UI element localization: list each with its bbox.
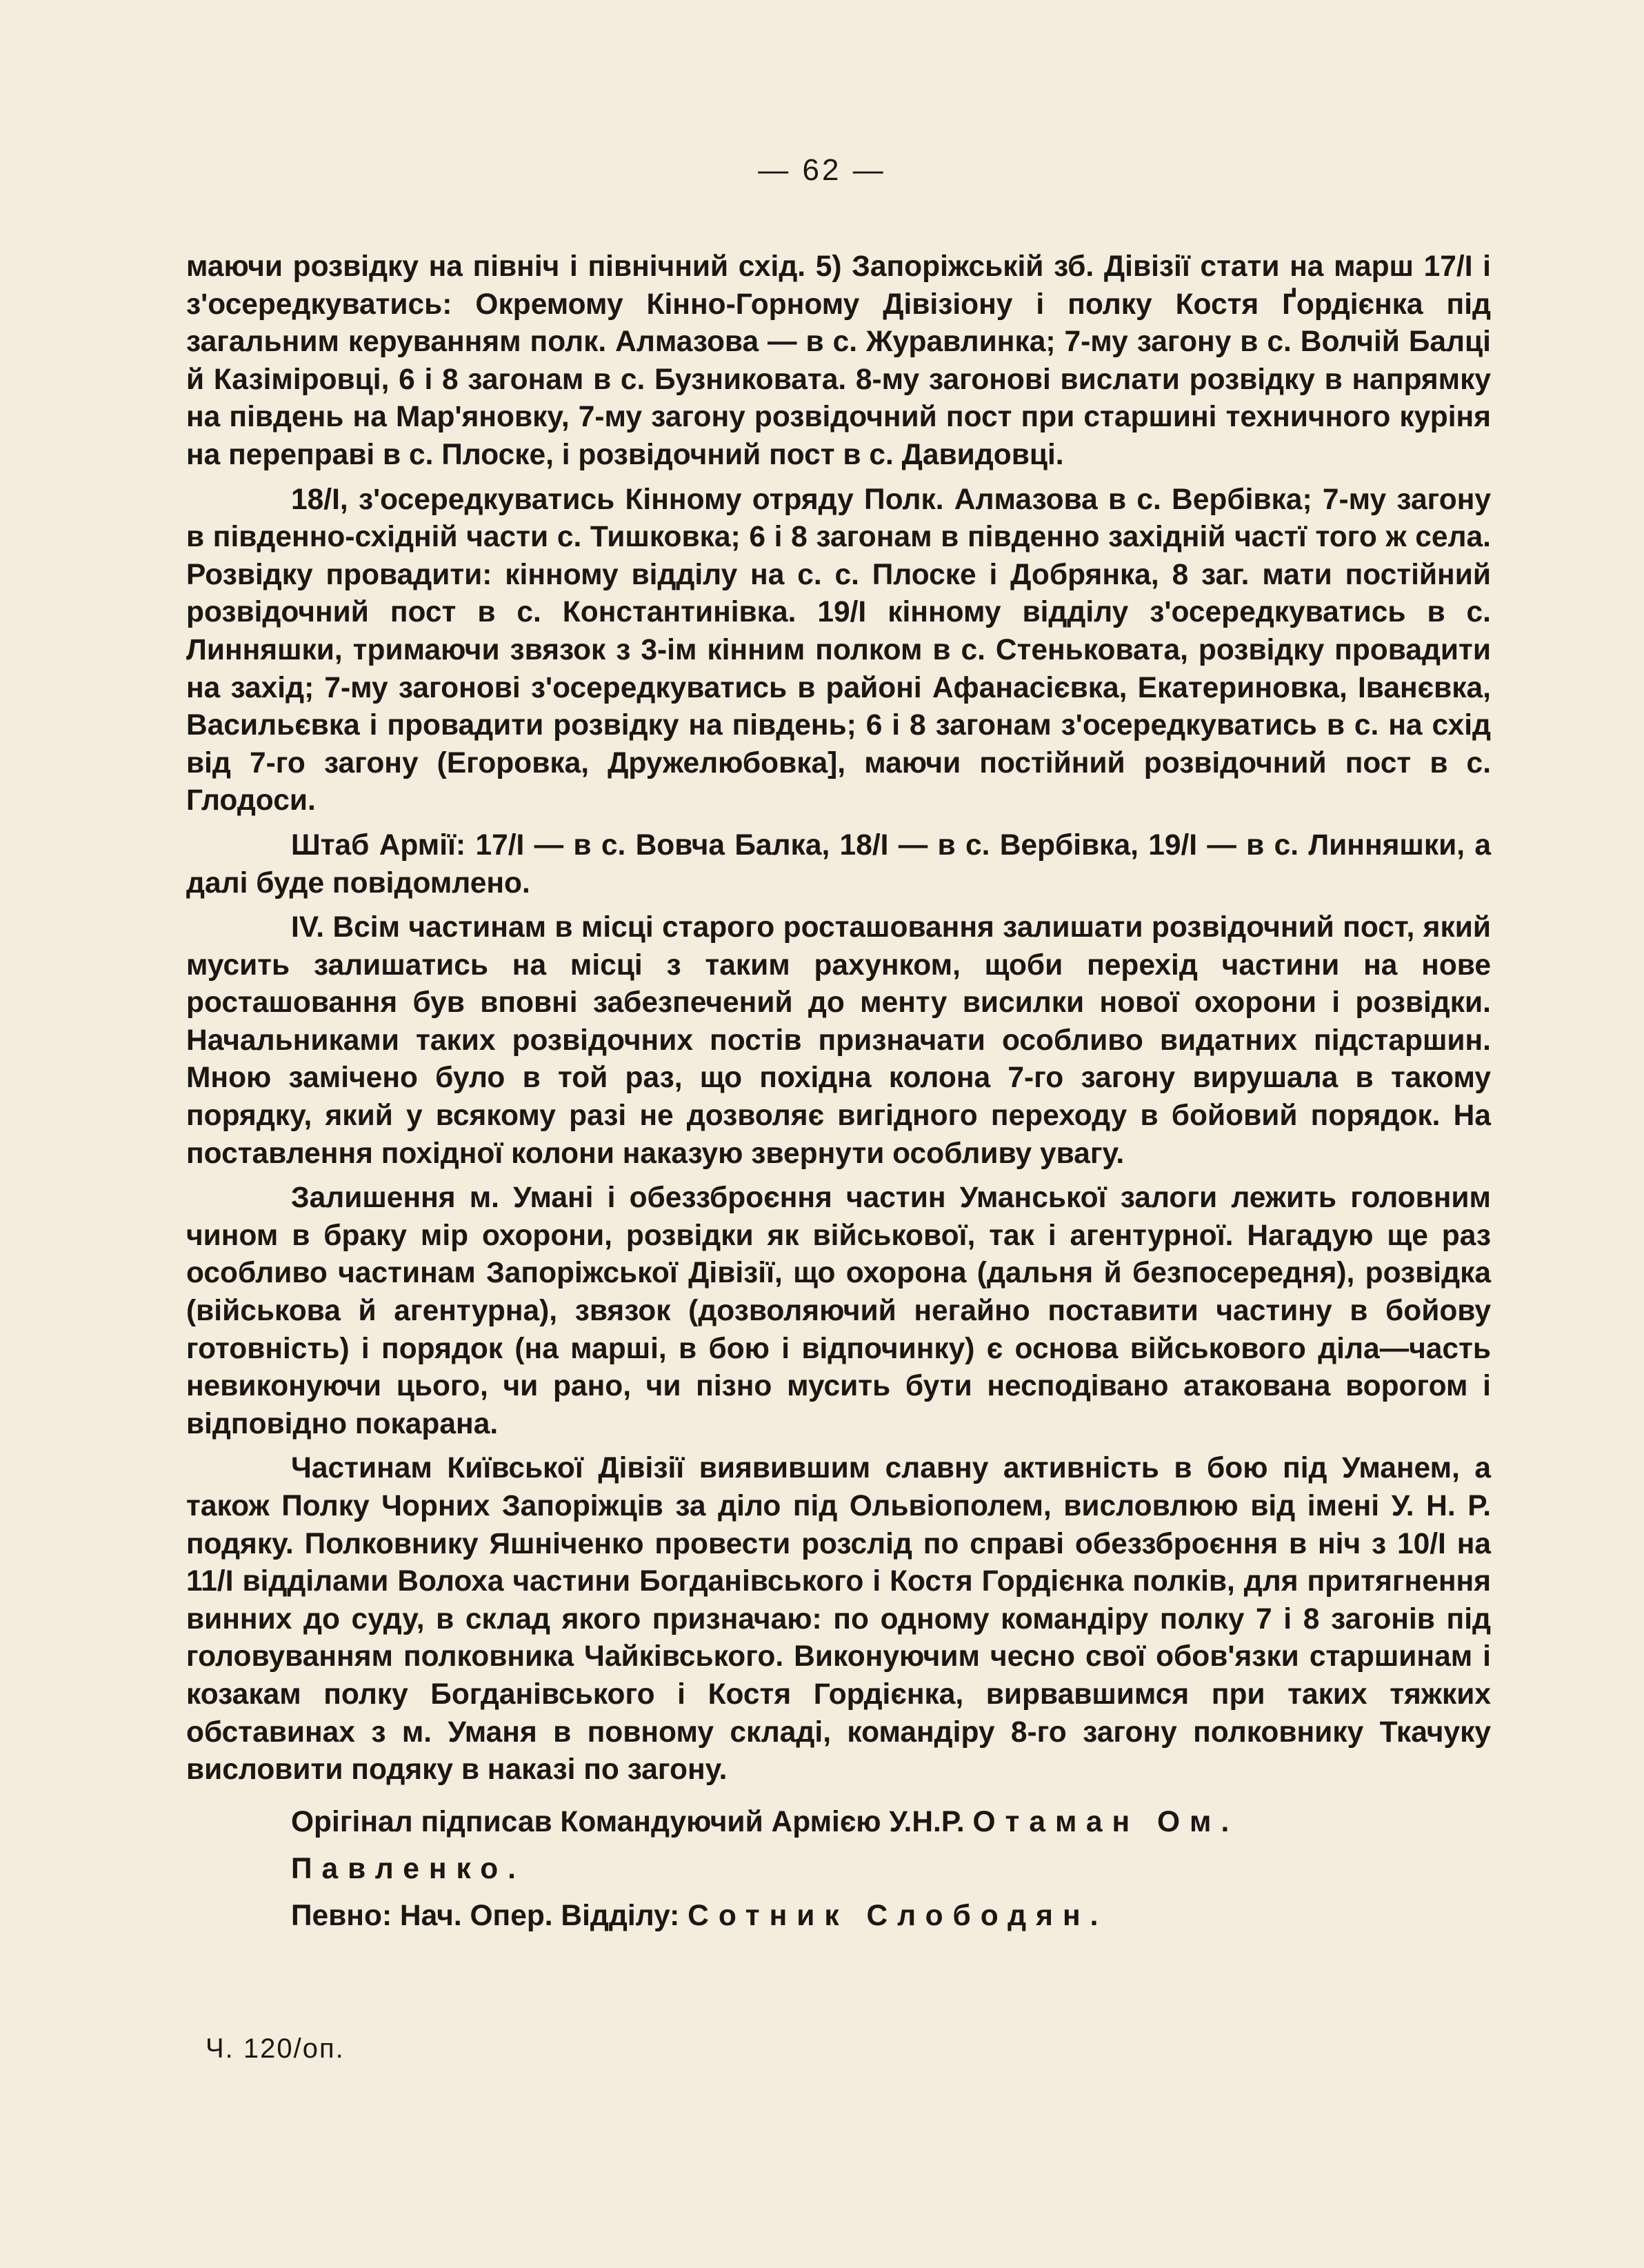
certified-copy-name: Сотник Слободян. xyxy=(688,1899,1108,1932)
paragraph-army-headquarters: Штаб Армії: 17/I — в с. Вовча Балка, 18/I — в с. Вербівка, 19/I — в с. Линняшки, а далі буде повідомлено. xyxy=(186,828,1491,899)
certified-copy-prefix: Певно: Нач. Опер. Відділу: xyxy=(291,1899,680,1932)
original-signed-prefix: Орігінал підписав Командуючий Армією У.Н.Р. xyxy=(291,1805,965,1838)
paragraph-uman-loss: Залишення м. Умані і обеззброєння частин Уманської залоги лежить головним чином в браку мір охорони, розвідки як військової, так і агентурної. Нагадую ще раз особливо частинам Запоріжської Дівізії, що охорона (дальня й безпосередня), розвідка (військова й агентурна), звязок (дозволяючий негайно поставити частину в бойову готовність) і порядок (на марші, в бою і відпочинку) є основа військового діла—часть невиконуючи цього, чи рано, чи пізно мусить бути несподівано атакована ворогом і відповідно покарана. xyxy=(186,1182,1491,1440)
paragraph-deployment-18-19: 18/I, з'осередкуватись Кінному отряду Полк. Алмазова в с. Вербівка; 7-му загону в південно-східній части с. Тишковка; 6 і 8 загонам в південно західній частї того ж села. Розвідку провадити: кінному відділу на с. с. Плоске і Добрянка, 8 заг. мати постійний розвідочний пост в с. Константинівка. 19/I кінному відділу з'осередкуватись в с. Линняшки, тримаючи звязок з 3-ім кінним полком в с. Стеньковата, розвідку провадити на захід; 7-му загонові з'осередкуватись в районі Афанасієвка, Екатериновка, Іванєвка, Васильєвка і провадити розвідку на південь; 6 і 8 загонам з'осередкуватись в с. на схід від 7-го загону (Егоровка, Дружелюбовка], маючи постійний розвідочний пост в с. Глодоси. xyxy=(186,483,1491,817)
signature-block xyxy=(186,1799,1491,1940)
document-reference-number: Ч. 120/оп. xyxy=(206,2033,345,2064)
certified-copy-line xyxy=(186,1893,1491,1940)
original-signed-line xyxy=(186,1799,1491,1893)
paragraph-reconnaissance-continuation: маючи розвідку на північ і північний схід. 5) Запоріжській зб. Дівізії стати на марш 17/I і з'осередкуватись: Окремому Кінно-Горному Дівізіону і полку Костя Ґордієнка під загальним керуванням полк. Алмазова — в с. Журавлинка; 7-му загону в с. Волчій Балці й Казіміровці, 6 і 8 загонам в с. Бузниковата. 8-му загонові вислати розвідку в напрямку на південь на Мар'яновку, 7-му загону розвідочний пост при старшині техничного куріня на переправі в с. Плоске, і розвідочний пост в с. Давидовці. xyxy=(186,250,1491,471)
paragraph-gratitude-investigation: Частинам Київської Дівізії виявившим славну активність в бою під Уманем, а також Полку Чорних Запоріжців за діло під Ольвіополем, висловлюю від імені У. Н. Р. подяку. Полковнику Яшніченко провести розслід по справі обеззброєння в ніч з 10/I на 11/I відділами Волоха частини Богданівського і Костя Гордієнка полків, для притягнення винних до суду, в склад якого призначаю: по одному командіру полку 7 і 8 загонів під головуванням полковника Чайківського. Виконуючим чесно свої обов'язки старшинам і козакам полку Богданівського і Костя Гордієнка, вирвавшимся при таких тяжких обставинах з м. Уманя в повному складі, командіру 8-го загону полковнику Ткачуку висловити подяку в наказі по загону. xyxy=(186,1452,1491,1787)
paragraph-section-iv: IV. Всім частинам в місці старого росташовання залишати розвідочний пост, який мусить залишатись на місці з таким рахунком, щоби перехід частини на нове росташовання був вповні забезпечений до менту висилки нової охорони і розвідки. Начальниками таких розвідочних постів призначати особливо видатних підстаршин. Мною замічено було в той раз, що похідна колона 7-го загону вирушала в такому порядку, який у всякому разі не дозволяє вигідного переходу в бойовий порядок. На поставлення похідної колони наказую звернути особливу увагу. xyxy=(186,911,1491,1170)
original-signed-name: Отаман Ом. Павленко. xyxy=(291,1805,1239,1885)
page-number: — 62 — xyxy=(758,153,886,187)
document-body xyxy=(186,248,1491,1940)
